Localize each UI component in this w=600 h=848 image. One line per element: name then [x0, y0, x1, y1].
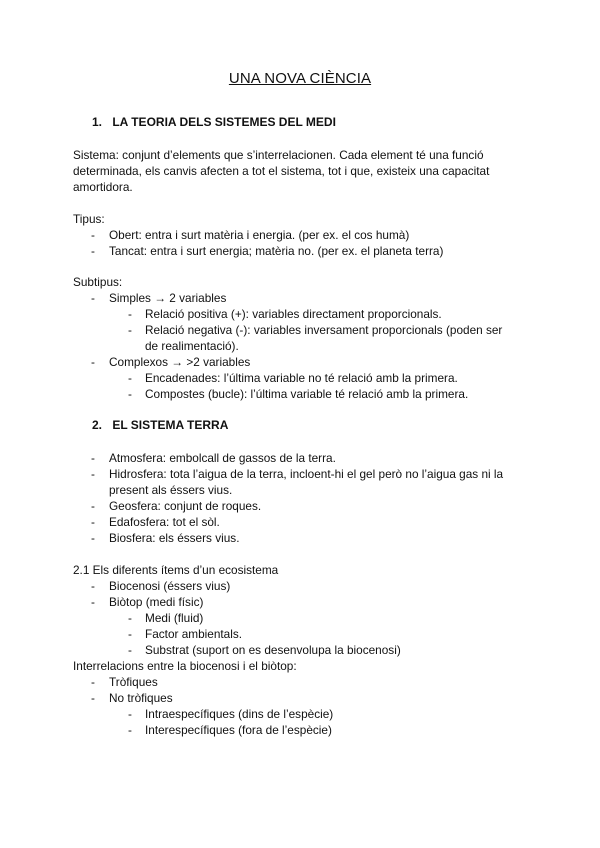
list-item: Biòtop (medi físic)	[109, 595, 204, 609]
list-item: Interespecífiques (fora de l’espècie)	[145, 723, 332, 737]
bullet-dash: -	[128, 627, 132, 641]
bullet-dash: -	[91, 531, 95, 545]
list-item: Complexos → >2 variables	[109, 355, 251, 369]
bullet-dash: -	[91, 228, 95, 242]
list-item: Encadenades: l’última variable no té relació amb la primera.	[145, 371, 458, 385]
bullet-dash: -	[91, 691, 95, 705]
bullet-dash: -	[128, 307, 132, 321]
list-item: Edafosfera: tot el sòl.	[109, 515, 220, 529]
list-item: Biosfera: els éssers vius.	[109, 531, 240, 545]
list-item-continuation: present als éssers vius.	[109, 483, 233, 497]
list-item-continuation: de realimentació).	[145, 339, 239, 353]
bullet-dash: -	[91, 595, 95, 609]
page-title: UNA NOVA CIÈNCIA	[228, 70, 372, 87]
list-item: Hidrosfera: tota l’aigua de la terra, incloent-hi el gel però no l’aigua gas ni la	[109, 467, 504, 481]
section-1-title: LA TEORIA DELS SISTEMES DEL MEDI	[112, 115, 336, 129]
paragraph-line: amortidora.	[73, 180, 133, 194]
section-1-number: 1.	[92, 115, 103, 129]
section-2-title: EL SISTEMA TERRA	[112, 418, 229, 432]
bullet-dash: -	[91, 499, 95, 513]
section-2-heading	[92, 418, 228, 432]
bullet-dash: -	[91, 244, 95, 258]
bullet-dash: -	[128, 371, 132, 385]
list-item: Substrat (suport on es desenvolupa la biocenosi)	[145, 643, 401, 657]
subsection-heading: 2.1 Els diferents ítems d’un ecosistema	[73, 563, 279, 577]
bullet-dash: -	[91, 355, 95, 369]
section-1-heading	[92, 115, 336, 129]
list-item: Intraespecífiques (dins de l’espècie)	[145, 707, 334, 721]
list-item: Relació negativa (-): variables inversament proporcionals (poden ser	[145, 323, 503, 337]
list-item: Geosfera: conjunt de roques.	[109, 499, 262, 513]
list-item: Tròfiques	[109, 675, 158, 689]
list-item: Compostes (bucle): l’última variable té relació amb la primera.	[145, 387, 469, 401]
list-item: Tancat: entra i surt energia; matèria no. (per ex. el planeta terra)	[109, 244, 444, 258]
list-item: Atmosfera: embolcall de gassos de la terra.	[109, 451, 336, 465]
paragraph-line: determinada, els canvis afecten a tot el sistema, tot i que, existeix una capacitat	[73, 164, 490, 178]
list-item: Medi (fluid)	[145, 611, 204, 625]
bullet-dash: -	[91, 291, 95, 305]
paragraph-line: Sistema: conjunt d’elements que s’interrelacionen. Cada element té una funció	[73, 148, 484, 162]
list-item: No tròfiques	[109, 691, 173, 705]
bullet-dash: -	[128, 611, 132, 625]
tipus-label: Tipus:	[73, 212, 105, 226]
bullet-dash: -	[91, 451, 95, 465]
bullet-dash: -	[91, 579, 95, 593]
list-item: Factor ambientals.	[145, 627, 243, 641]
list-item: Relació positiva (+): variables directament proporcionals.	[145, 307, 442, 321]
bullet-dash: -	[91, 675, 95, 689]
bullet-dash: -	[128, 707, 132, 721]
subtipus-label: Subtipus:	[73, 275, 123, 289]
bullet-dash: -	[128, 723, 132, 737]
list-item: Obert: entra i surt matèria i energia. (per ex. el cos humà)	[109, 228, 410, 242]
bullet-dash: -	[91, 467, 95, 481]
section-2-number: 2.	[92, 418, 103, 432]
bullet-dash: -	[128, 387, 132, 401]
list-item: Simples → 2 variables	[109, 291, 227, 305]
bullet-dash: -	[91, 515, 95, 529]
bullet-dash: -	[128, 323, 132, 337]
interrelacions-label: Interrelacions entre la biocenosi i el biòtop:	[73, 659, 297, 673]
list-item: Biocenosi (éssers vius)	[109, 579, 231, 593]
bullet-dash: -	[128, 643, 132, 657]
